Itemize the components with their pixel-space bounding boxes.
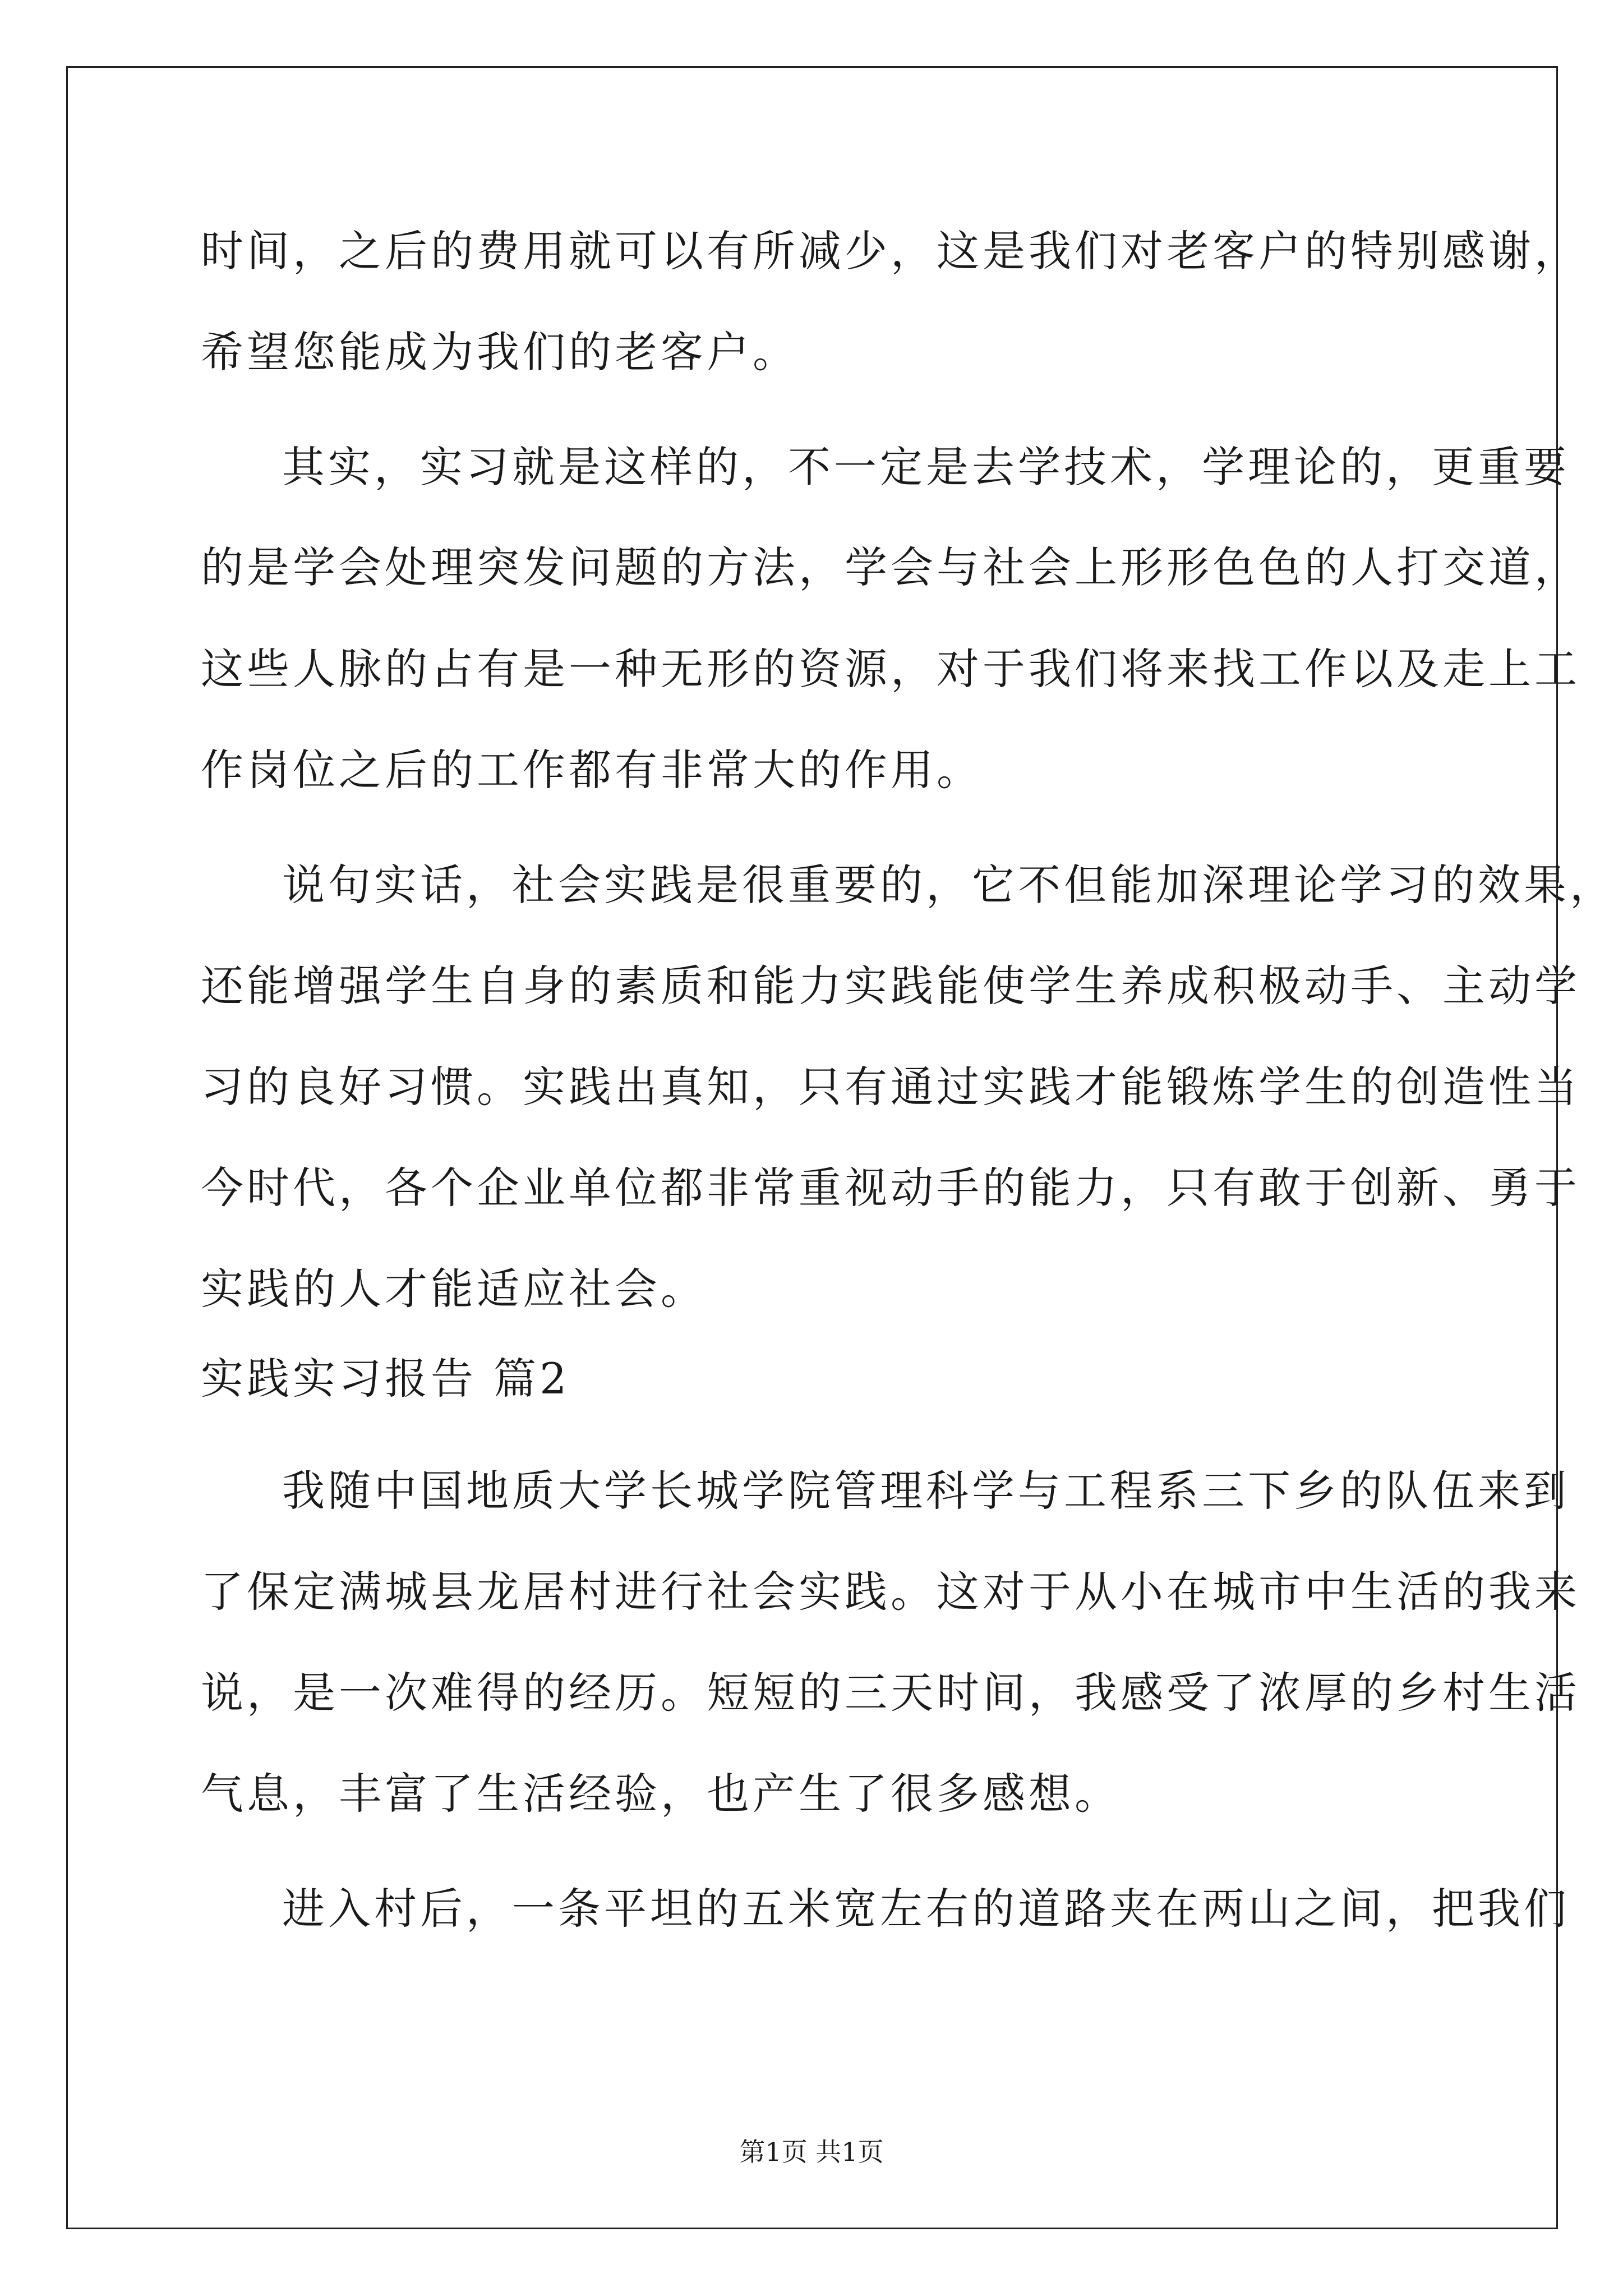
text-line: 气息，丰富了生活经验，也产生了很多感想。 [201,1769,1121,1819]
paragraph-first-line: 其实，实习就是这样的，不一定是去学技术，学理论的，更重要 [282,442,1570,492]
text-line: 时间，之后的费用就可以有所减少，这是我们对老客户的特别感谢， [201,226,1580,276]
text-line: 这些人脉的占有是一种无形的资源，对于我们将来找工作以及走上工 [201,644,1580,694]
text-line: 了保定满城县龙居村进行社会实践。这对于从小在城市中生活的我来 [201,1567,1580,1617]
paragraph-first-line: 说句实话，社会实践是很重要的，它不但能加深理论学习的效果， [282,860,1616,910]
paragraph-first-line: 进入村后，一条平坦的五米宽左右的道路夹在两山之间，把我们 [282,1884,1570,1934]
text-line: 实践的人才能适应社会。 [201,1264,707,1314]
paragraph-first-line: 我随中国地质大学长城学院管理科学与工程系三下乡的队伍来到 [282,1466,1570,1516]
text-line: 今时代，各个企业单位都非常重视动手的能力，只有敢于创新、勇于 [201,1163,1580,1213]
text-line: 的是学会处理突发问题的方法，学会与社会上形形色色的人打交道， [201,542,1580,592]
section-heading: 实践实习报告 篇2 [201,1354,570,1404]
page-number: 第1页 共1页 [739,2137,884,2167]
text-line: 作岗位之后的工作都有非常大的作用。 [201,745,983,795]
text-line: 还能增强学生自身的素质和能力实践能使学生养成积极动手、主动学 [201,961,1580,1011]
text-line: 习的良好习惯。实践出真知，只有通过实践才能锻炼学生的创造性当 [201,1062,1580,1112]
text-line: 希望您能成为我们的老客户。 [201,327,799,377]
text-line: 说，是一次难得的经历。短短的三天时间，我感受了浓厚的乡村生活 [201,1668,1580,1718]
